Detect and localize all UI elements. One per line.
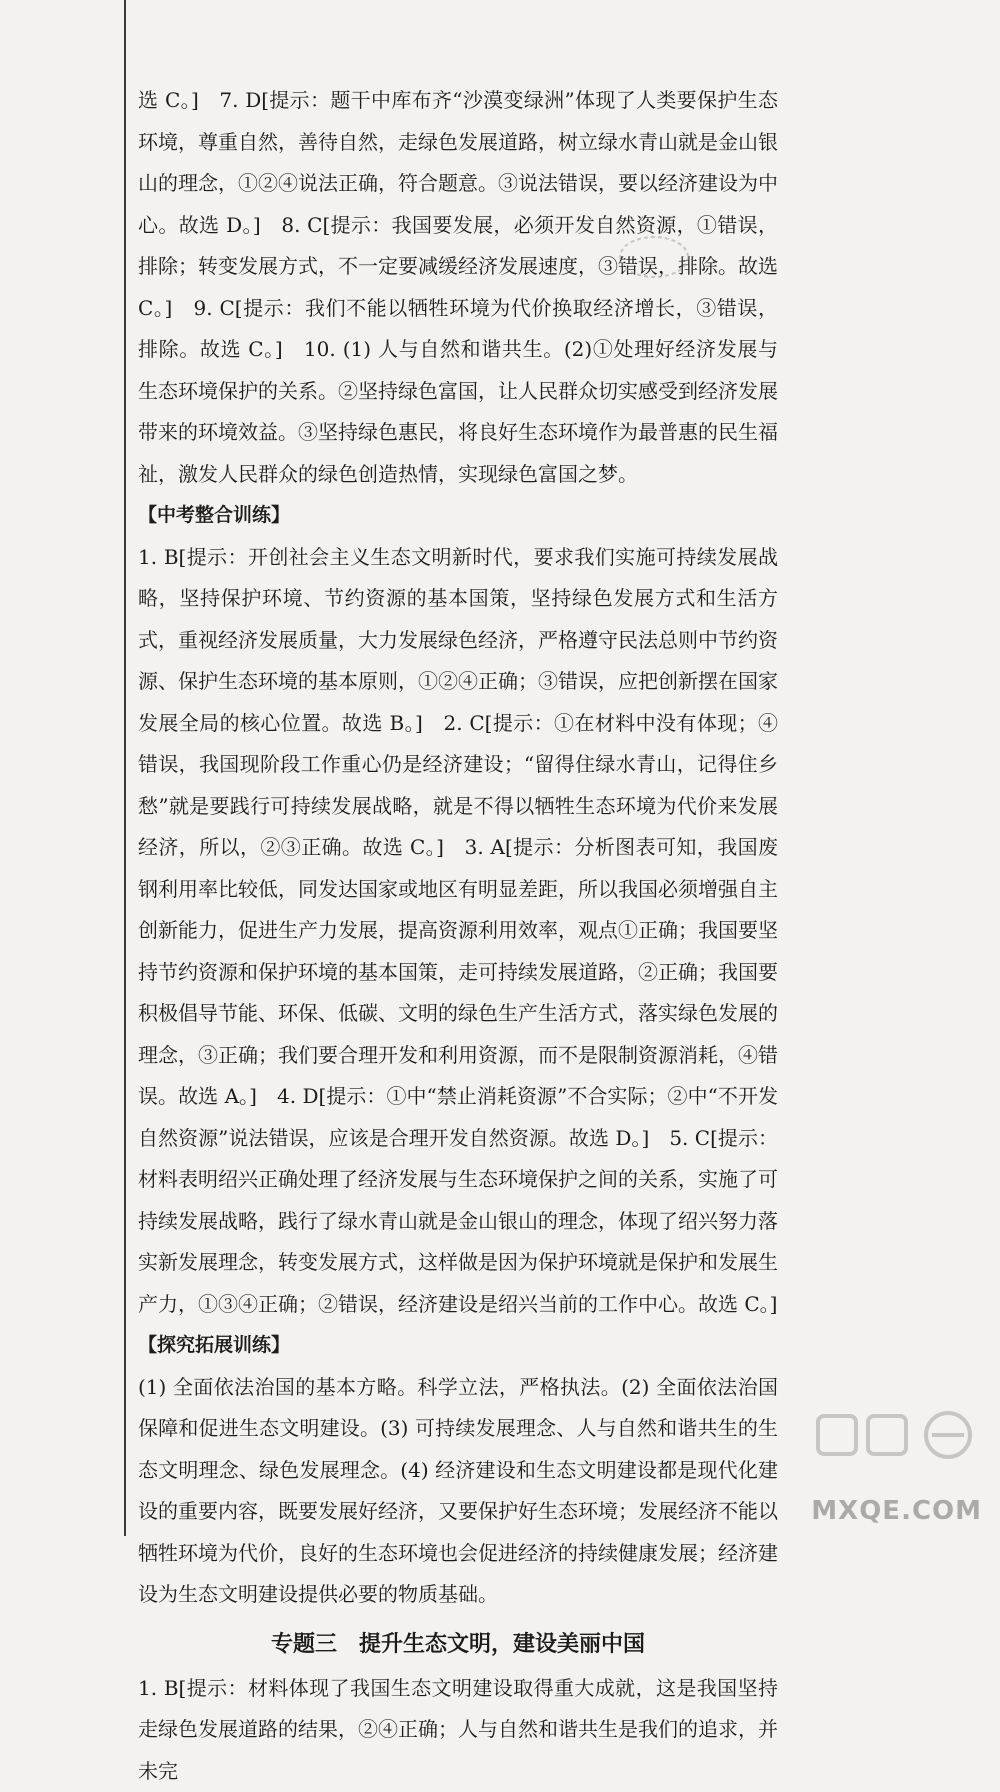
paragraph-top: 选 C。] 7. D[提示：题干中库布齐“沙漠变绿洲”体现了人类要保护生态环境，尊重自然，善待自然，走绿色发展道路，树立绿水青山就是金山银山的理念，①②④说法正确，符合题意。③说法错误，要以经济建设为中心。故选 D。] 8. C[提示：我国要发展，必须开发自然资源，①错误，排除；转变发展方式，不一定要减缓经济发展速度，③错误，排除。故选 C。] 9. C[提示：我们不能以牺牲环境为代价换取经济增长，③错误，排除。故选 C。] 10. (1) 人与自然和谐共生。(2)①处理好经济发展与生态环境保护的关系。②坚持绿色富国，让人民群众切实感受到经济发展带来的环境效益。③坚持绿色惠民，将良好生态环境作为最普惠的民生福祉，激发人民群众的绿色创造热情，实现绿色富国之梦。 [138,80,778,495]
watermark-text: MXQE.COM [811,1496,982,1526]
topic-title: 专题三 提升生态文明，建设美丽中国 [138,1622,778,1668]
topic-text: 1. B[提示：材料体现了我国生态文明建设取得重大成就，这是我国坚持走绿色发展道路的结果，②④正确；人与自然和谐共生是我们的追求，并未完 [138,1668,778,1792]
section-heading-tanjiu: 【探究拓展训练】 [138,1325,778,1367]
section-text-tanjiu: (1) 全面依法治国的基本方略。科学立法，严格执法。(2) 全面依法治国保障和促进生态文明建设。(3) 可持续发展理念、人与自然和谐共生的生态文明理念、绿色发展理念。(4) 经济建设和生态文明建设都是现代化建设的重要内容，既要发展好经济，又要保护好生态环境；发展经济不能以牺牲环境为代价，良好的生态环境也会促进经济的持续健康发展；经济建设为生态文明建设提供必要的物质基础。 [138,1367,778,1616]
faint-stamp-icon [617,233,692,281]
answer-content [138,80,778,1792]
section-text-zhongkao: 1. B[提示：开创社会主义生态文明新时代，要求我们实施可持续发展战略，坚持保护环境、节约资源的基本国策，坚持绿色发展方式和生活方式，重视经济发展质量，大力发展绿色经济，严格遵守民法总则中节约资源、保护生态环境的基本原则，①②④正确；③错误，应把创新摆在国家发展全局的核心位置。故选 B。] 2. C[提示：①在材料中没有体现；④错误，我国现阶段工作重心仍是经济建设；“留得住绿水青山，记得住乡愁”就是要践行可持续发展战略，就是不得以牺牲生态环境为代价来发展经济，所以，②③正确。故选 C。] 3. A[提示：分析图表可知，我国废钢利用率比较低，同发达国家或地区有明显差距，所以我国必须增强自主创新能力，促进生产力发展，提高资源利用效率，观点①正确；我国要坚持节约资源和保护环境的基本国策，走可持续发展道路，②正确；我国要积极倡导节能、环保、低碳、文明的绿色生产生活方式，落实绿色发展的理念，③正确；我们要合理开发和利用资源，而不是限制资源消耗，④错误。故选 A。] 4. D[提示：①中“禁止消耗资源”不合实际；②中“不开发自然资源”说法错误，应该是合理开发自然资源。故选 D。] 5. C[提示：材料表明绍兴正确处理了经济发展与生态环境保护之间的关系，实施了可持续发展战略，践行了绿水青山就是金山银山的理念，体现了绍兴努力落实新发展理念，转变发展方式，这样做是因为保护环境就是保护和发展生产力，①③④正确；②错误，经济建设是绍兴当前的工作中心。故选 C。] [138,537,778,1326]
section-heading-zhongkao: 【中考整合训练】 [138,495,778,537]
margin-rule [124,0,126,1536]
